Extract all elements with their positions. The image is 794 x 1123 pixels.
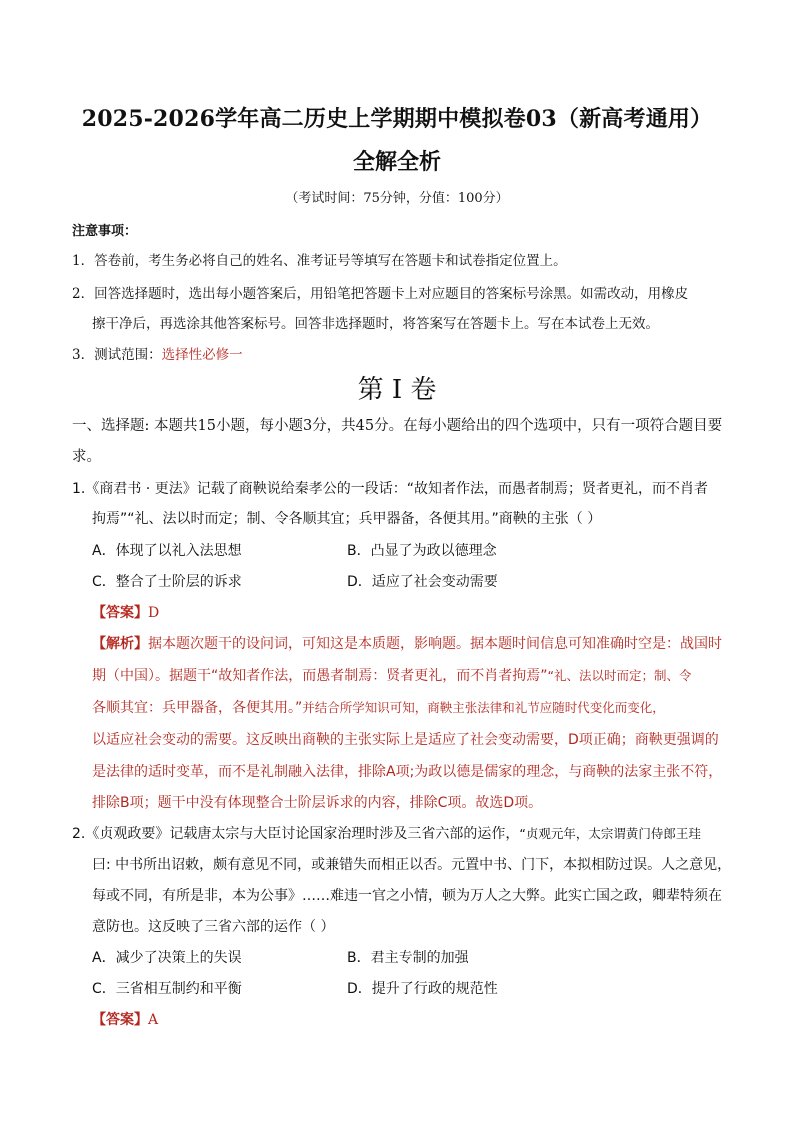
answer-label: 【答案】 (92, 1012, 148, 1028)
analysis-text: 期（中国）。据题干“故知者作法，而愚者制焉：贤者更礼，而不肖者拘焉” (92, 668, 548, 684)
question-1-option-c: C．整合了士阶层的诉求 (92, 574, 242, 590)
question-1-analysis-line-3 (92, 697, 665, 717)
question-2-stem-line-4: 意防也。这反映了三省六部的运作（ ） (92, 919, 335, 935)
question-1-analysis-line-1 (92, 633, 722, 653)
section-title: 第 I 卷 (357, 375, 437, 405)
answer-label: 【答案】 (92, 605, 148, 621)
question-2-stem-text: 2.《贞观政要》记载唐太宗与大臣讨论国家治理时涉及三省六部的运作， (72, 826, 520, 842)
section-instructions-line-2: 求。 (72, 449, 101, 465)
question-1-option-a: A．体现了以礼入法思想 (92, 543, 242, 559)
question-2-option-a: A．减少了决策上的失误 (92, 950, 242, 966)
question-1-analysis-line-5: 是法律的适时变革，而不是礼制融入法律，排除A项;为政以德是儒家的理念，与商鞅的法家主张不符， (92, 764, 723, 780)
notice-item-1: 1．答卷前，考生务必将自己的姓名、准考证号等填写在答题卡和试卷指定位置上。 (72, 253, 567, 269)
document-subtitle: 全解全析 (352, 149, 441, 175)
question-1-stem-line-1: 1.《商君书 · 更法》记载了商鞅说给秦孝公的一段话：“故知者作法，而愚者制焉；贤者更礼，而不肖者 (72, 481, 708, 497)
question-2-answer (92, 1009, 158, 1029)
question-2-stem-line-3: 每或不同，有所是非，本为公事》……难违一官之小情，顿为万人之大弊。此实亡国之政，卿辈特须在 (92, 888, 722, 904)
notice-item-3 (72, 343, 243, 363)
question-2-option-c: C．三省相互制约和平衡 (92, 981, 242, 997)
analysis-text-small: 并结合所学知识可知，商鞅主张法律和礼节应随时代变化而变化， (302, 700, 665, 715)
answer-value: A (148, 1012, 159, 1028)
document-title: 2025-2026学年高二历史上学期期中模拟卷03（新高考通用） (81, 106, 713, 132)
question-1-analysis-line-2 (92, 665, 692, 685)
exam-info: （考试时间：75分钟，分值：100分） (285, 191, 509, 206)
question-1-stem-line-2: 拘焉”“礼、法以时而定；制、令各顺其宜；兵甲器备，各便其用。”商鞅的主张（ ） (92, 511, 602, 527)
analysis-text: 据本题次题干的设问词，可知这是本质题，影响题。据本题时间信息可知准确时空是：战国时 (148, 636, 722, 652)
notice-item-2-line-2: 擦干净后，再选涂其他答案标号。回答非选择题时，将答案写在答题卡上。写在本试卷上无效。 (92, 316, 659, 332)
analysis-label: 【解析】 (92, 636, 148, 652)
answer-value: D (148, 605, 160, 621)
test-scope-value: 选择性必修一 (161, 347, 243, 363)
question-2-quote: “贞观元年，太宗谓黄门侍郎王珪 (519, 826, 701, 841)
notice-heading: 注意事项： (72, 224, 138, 239)
analysis-text: 各顺其宜：兵甲器备，各便其用。” (92, 700, 303, 716)
question-1-analysis-line-4: 以适应社会变动的需要。这反映出商鞅的主张实际上是适应了社会变动需要，D项正确；商鞅更强调的 (92, 732, 719, 748)
notice-item-3-prefix: 3．测试范围： (72, 347, 162, 363)
section-instructions-line-1: 一、选择题: 本题共15小题，每小题3分，共45分。在每小题给出的四个选项中，只有一项符合题目要 (72, 418, 723, 434)
analysis-quote: “礼、法以时而定；制、令 (547, 668, 692, 683)
notice-item-2-line-1: 2．回答选择题时，选出每小题答案后，用铅笔把答题卡上对应题目的答案标号涂黑。如需改动，用橡皮 (72, 286, 689, 302)
question-2-option-d: D．提升了行政的规范性 (347, 981, 498, 997)
question-2-option-b: B．君主专制的加强 (347, 950, 469, 966)
question-2-stem-line-2: 曰: 中书所出诏敕，颇有意见不同，或兼错失而相正以否。元置中书、门下，本拟相防过误。人之意见， (92, 857, 732, 873)
question-2-stem-line-1 (72, 823, 701, 843)
question-1-option-b: B．凸显了为政以德理念 (347, 543, 497, 559)
question-1-option-d: D．适应了社会变动需要 (347, 574, 498, 590)
question-1-analysis-line-6: 排除B项；题干中没有体现整合士阶层诉求的内容，排除C项。故选D项。 (92, 795, 543, 811)
question-1-answer (92, 602, 159, 622)
